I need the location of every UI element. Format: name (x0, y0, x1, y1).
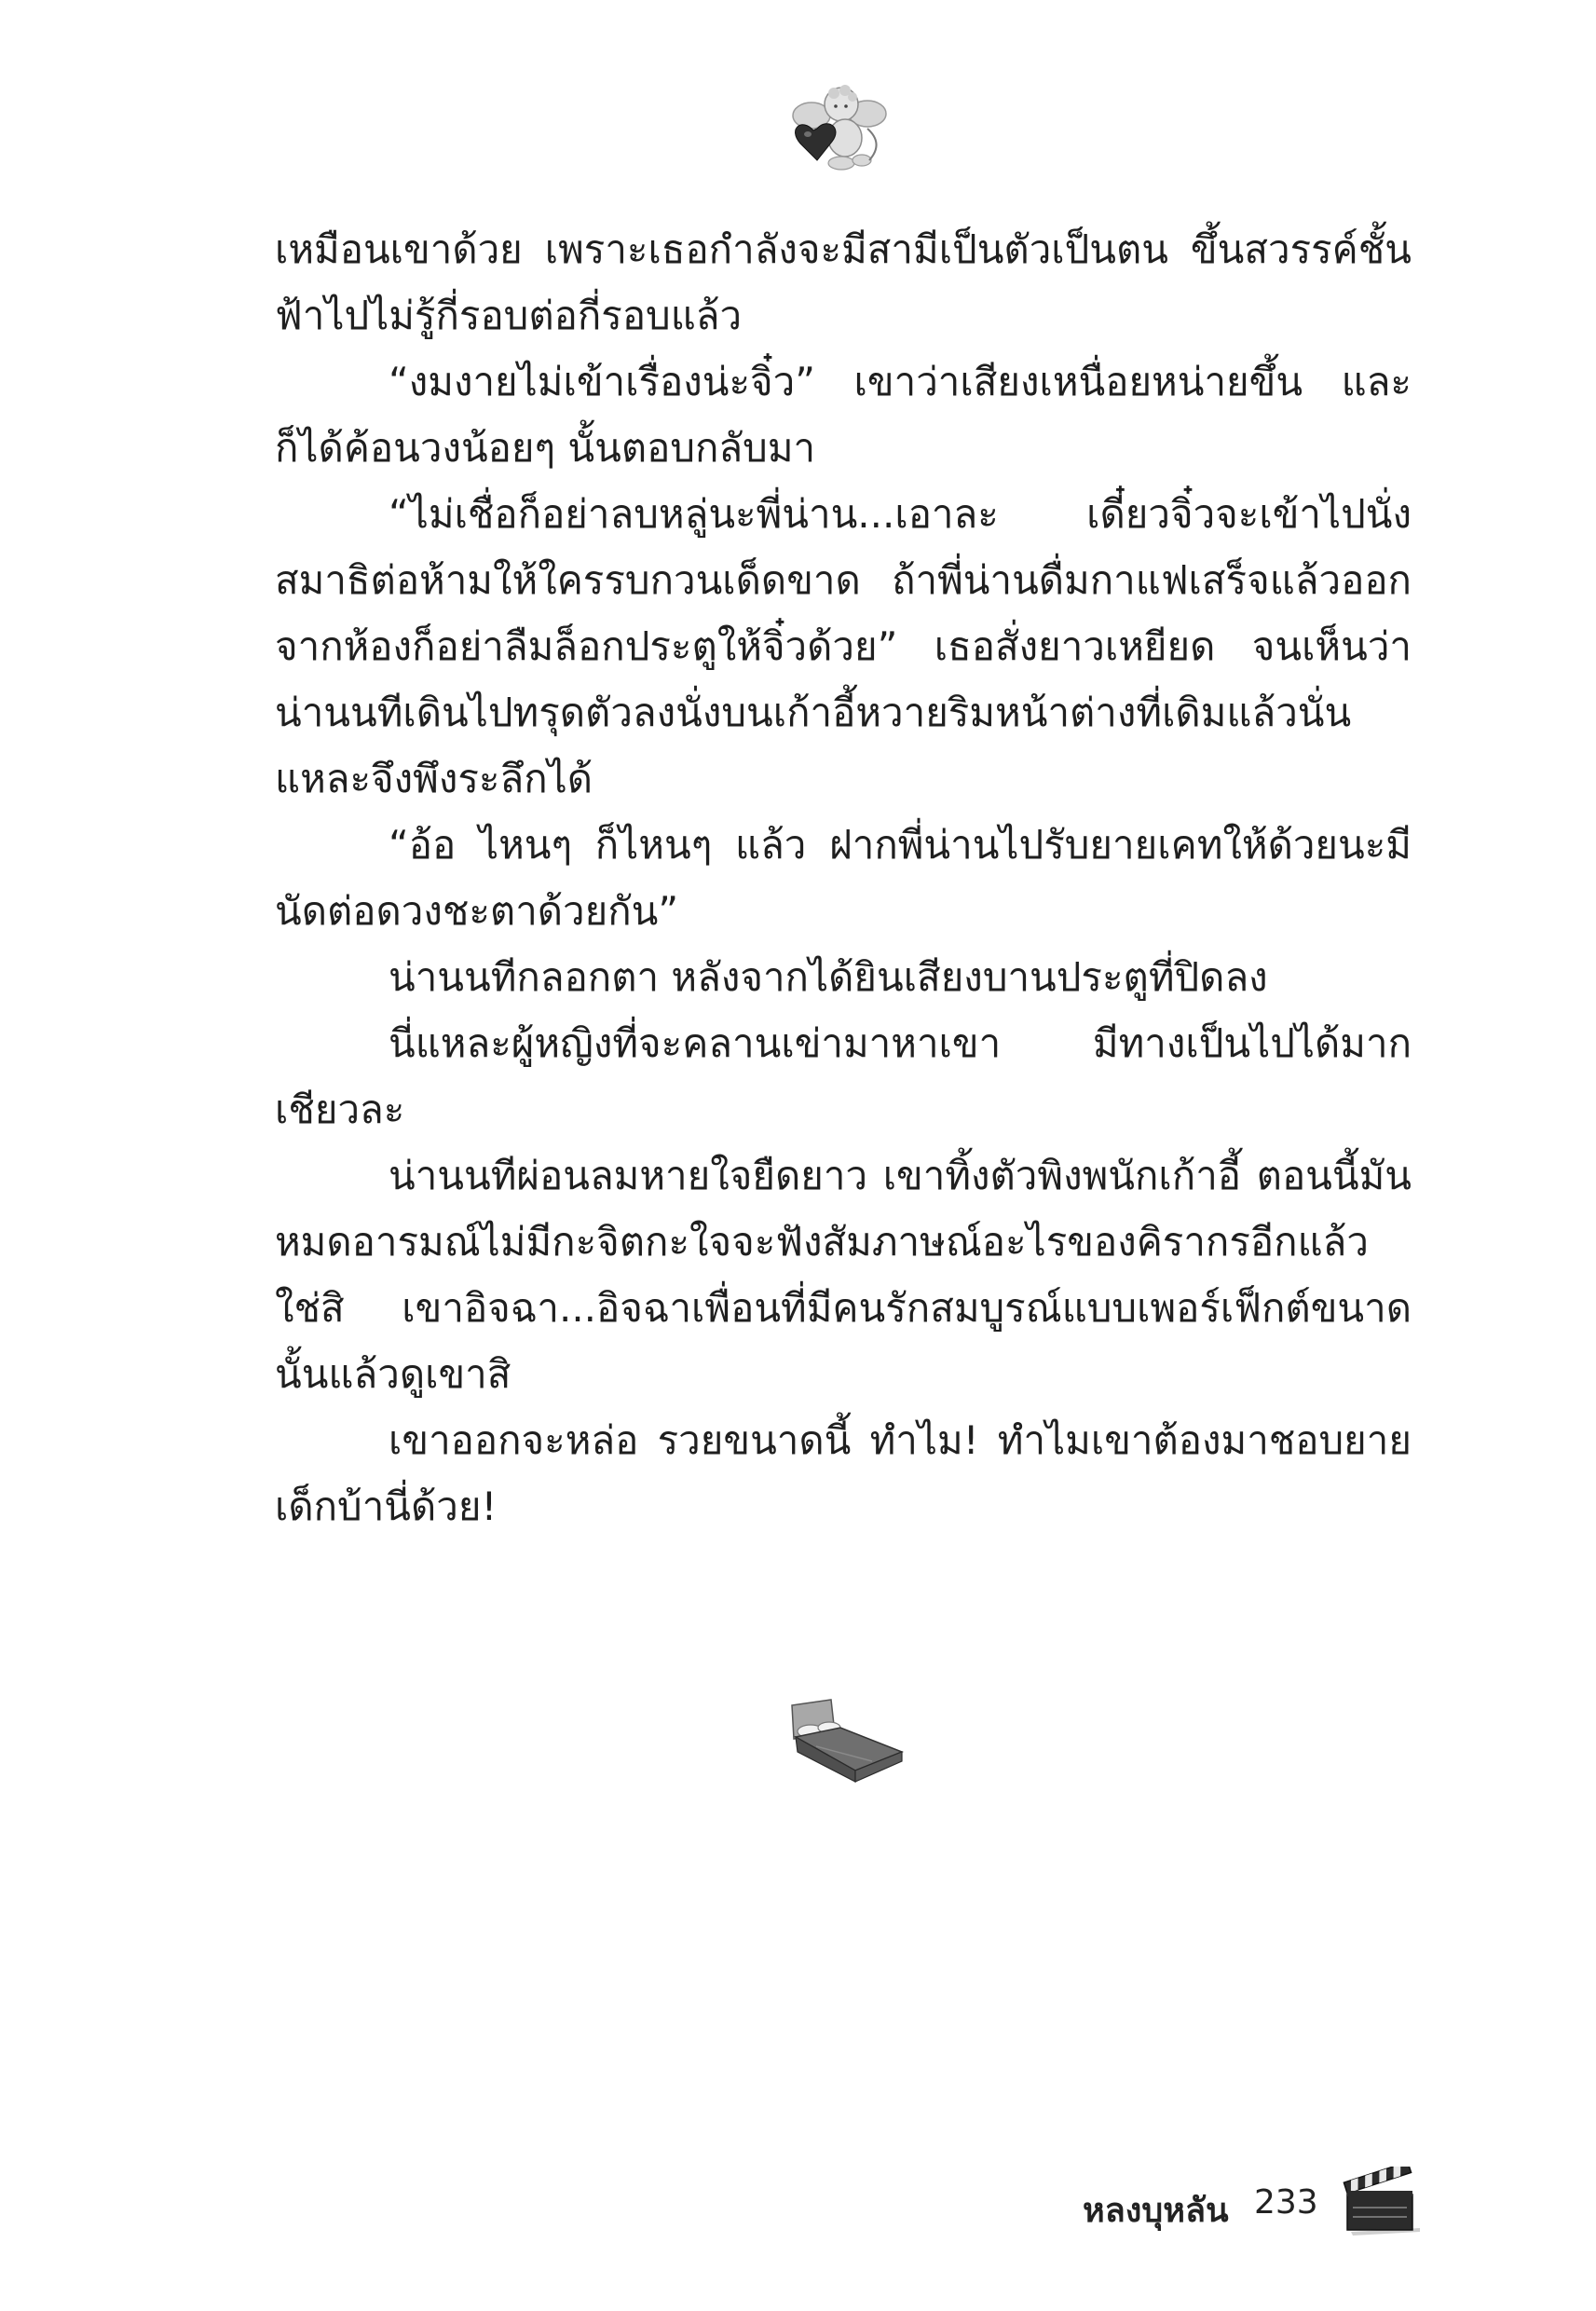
page-footer (1071, 2167, 1425, 2241)
clapperboard-icon (1342, 2167, 1422, 2236)
paragraph-4: “อ้อ ไหนๆ ก็ไหนๆ แล้ว ฝากพี่น่านไปรับยายเคทให้ด้วยนะมีนัดต่อดวงชะตาด้วยกัน” (275, 822, 1412, 934)
running-title: หลงบุหลัน (1083, 2192, 1229, 2230)
paragraph-7: น่านนทีผ่อนลมหายใจยืดยาว เขาทิ้งตัวพิงพนักเก้าอี้ ตอนนี้มันหมดอารมณ์ไม่มีกะจิตกะใจจะฟังสัมภาษณ์อะไรของคิรากรอีกแล้ว ใช่สิ เขาอิจฉา...อิจฉาเพื่อนที่มีคนรักสมบูรณ์แบบเพอร์เฟ็กต์ขนาดนั้นแล้วดูเขาสิ (275, 1153, 1412, 1397)
bed-icon (783, 1696, 908, 1789)
cupid-heart-icon (787, 75, 890, 177)
paragraph-8: เขาออกจะหล่อ รวยขนาดนี้ ทำไม! ทำไมเขาต้องมาชอบยายเด็กบ้านี่ด้วย! (275, 1417, 1412, 1529)
page-number: 233 (1254, 2183, 1318, 2222)
body-text (275, 216, 1412, 1539)
paragraph-3: “ไม่เชื่อก็อย่าลบหลู่นะพี่น่าน...เอาละ เดี๋ยวจิ๋วจะเข้าไปนั่งสมาธิต่อห้ามให้ใครรบกวนเด็ดขาด ถ้าพี่น่านดื่มกาแฟเสร็จแล้วออกจากห้องก็อย่าลืมล็อกประตูให้จิ๋วด้วย” เธอสั่งยาวเหยียด จนเห็นว่าน่านนทีเดินไปทรุดตัวลงนั่งบนเก้าอี้หวายริมหน้าต่างที่เดิมแล้วนั่นแหละจึงพึงระลึกได้ (275, 491, 1412, 801)
paragraph-2: “งมงายไม่เข้าเรื่องน่ะจิ๋ว” เขาว่าเสียงเหนื่อยหน่ายขึ้น และก็ได้ค้อนวงน้อยๆ นั้นตอบกลับมา (275, 359, 1412, 471)
paragraph-5: น่านนทีกลอกตา หลังจากได้ยินเสียงบานประตูที่ปิดลง (389, 954, 1268, 1000)
paragraph-1: เหมือนเขาด้วย เพราะเธอกำลังจะมีสามีเป็นตัวเป็นตน ขึ้นสวรรค์ชั้นฟ้าไปไม่รู้กี่รอบต่อกี่รอบแล้ว (275, 226, 1412, 338)
paragraph-6: นี่แหละผู้หญิงที่จะคลานเข่ามาหาเขา มีทางเป็นไปได้มากเชียวละ (275, 1020, 1412, 1132)
